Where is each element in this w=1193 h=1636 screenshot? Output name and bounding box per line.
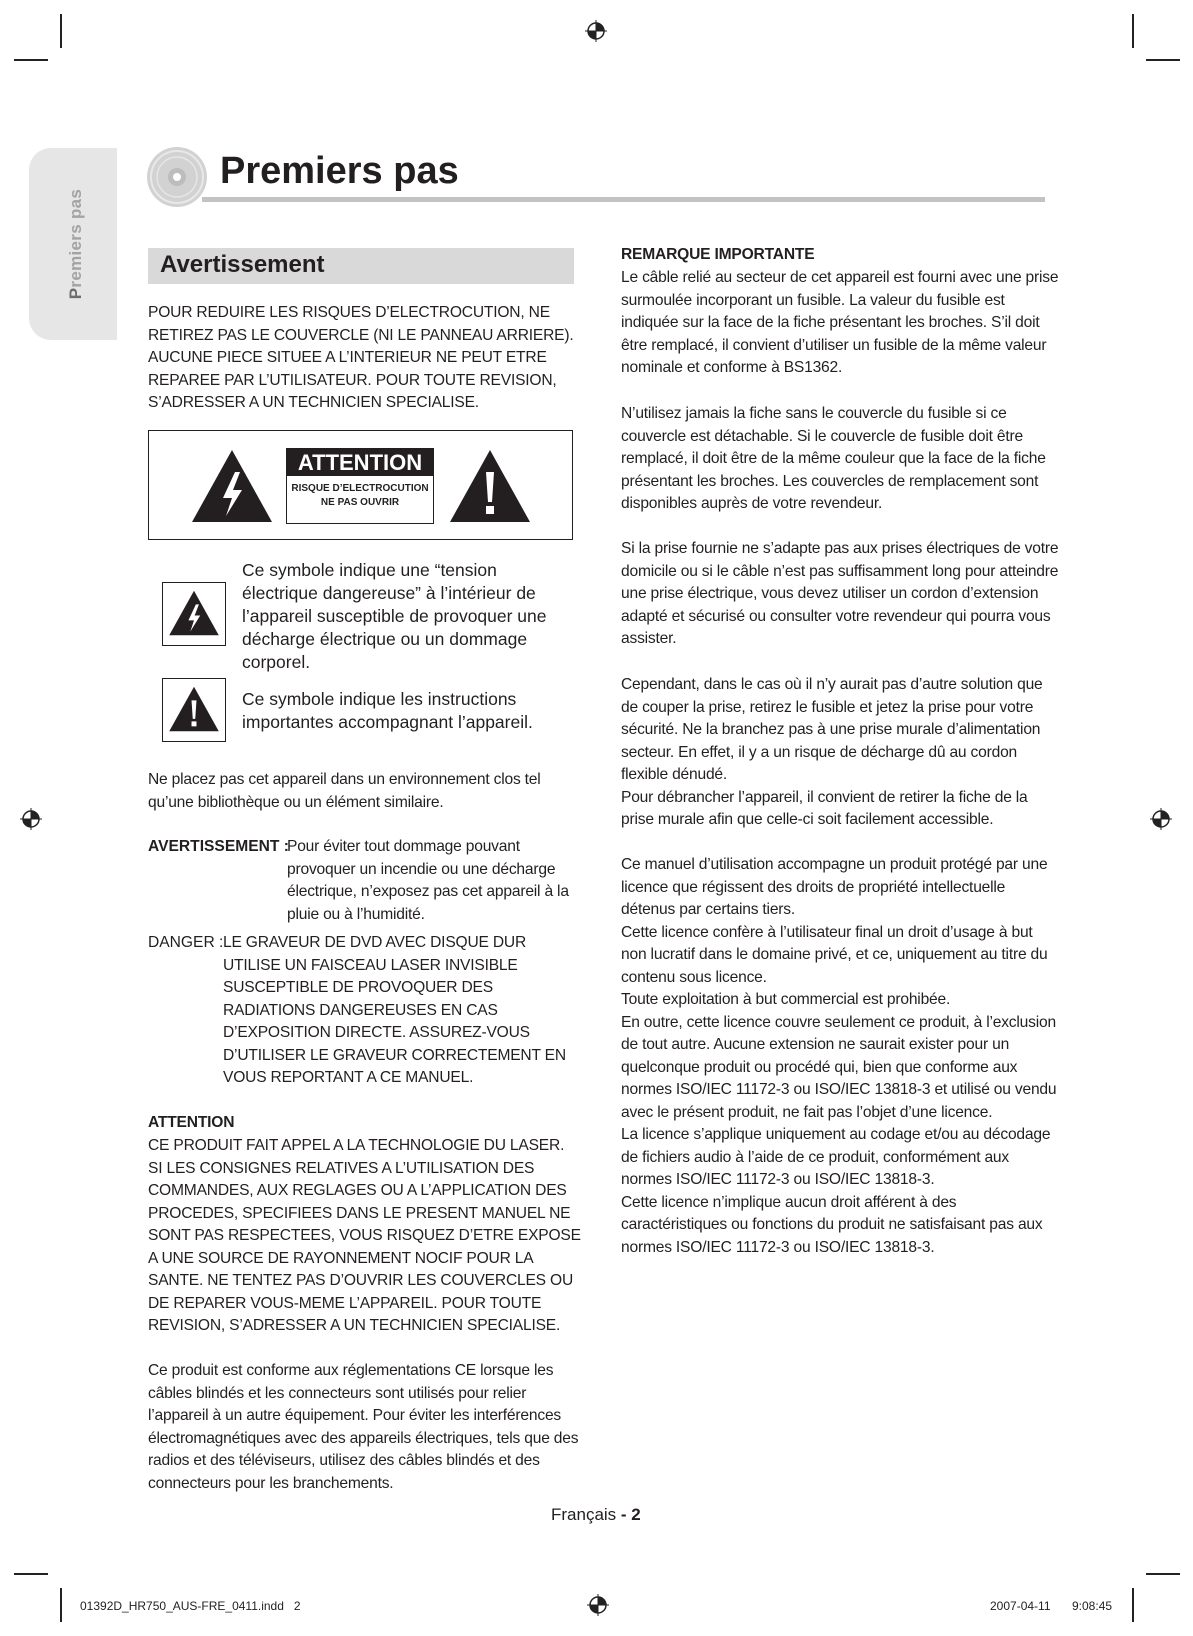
remarque-para3-text: Si la prise fournie ne s’adapte pas aux prises électriques de votre domicile ou si le câble n’est pas suffisamment long pour atteindre une prise électrique, vous devez utiliser un cordon d’extension adapté et sécurisé ou consulter votre revendeur qui pourra vous assister.	[621, 540, 1059, 647]
remarque-heading: REMARQUE IMPORTANTE	[621, 246, 815, 263]
page-number-value: 2	[631, 1505, 641, 1524]
attention-label: ATTENTION	[287, 449, 433, 476]
attention-sublabel: RISQUE D’ELECTROCUTION NE PAS OUVRIR	[291, 483, 429, 508]
crop-mark	[1146, 59, 1180, 61]
remarque-para4-text: Cependant, dans le cas où il n’y aurait pas d’autre solution que de couper la prise, retirez le fusible et jetez la prise pour votre sécurité. Ne la branchez pas à une prise murale d’alimentation secteur. En effet, il y a un risque de décharge dû au cordon flexible dénudé. Pour débrancher l’appareil, il convient de retirer la fiche de la prise murale afin que celle-ci soit facilement accessible.	[621, 676, 1043, 828]
symbol1-description: Ce symbole indique une “tension électrique dangereuse” à l’intérieur de l’appareil susceptible de provoquer une décharge électrique ou un dommage corporel.	[242, 560, 547, 672]
remarque-para2	[621, 403, 1061, 516]
attention-heading: ATTENTION	[148, 1114, 235, 1131]
license-notice-text: Ce manuel d’utilisation accompagne un produit protégé par une licence que régissent des droits de propriété intellectuelle détenus par certains tiers. Cette licence confère à l’utilisateur final un droit d’usage à but non lucratif dans le domaine privé, et ce, uniquement au titre du contenu sous licence. Toute exploitation à but commercial est prohibée. En outre, cette licence couvre seulement ce produit, à l’exclusion de tout autre. Aucune extension ne saurait exister pour un quelconque produit ou procédé qui, bien que conforme aux normes ISO/IEC 11172-3 ou ISO/IEC 13818-3 et utilisé ou vendu avec le présent produit, ne fait pas l’objet d’une licence. La licence s’applique uniquement au codage et/ou au décodage de fichiers audio à l’aide de ce produit, conformément aux normes ISO/IEC 11172-3 ou ISO/IEC 13818-3. Cette licence n’implique aucun droit afférent à des caractéristiques ou fonctions du produit ne satisfaisant pas aux normes ISO/IEC 11172-3 ou ISO/IEC 13818-3.	[621, 856, 1057, 1256]
attention-label-box	[286, 448, 434, 524]
placement-note	[148, 769, 578, 814]
exclamation-triangle-icon	[168, 685, 220, 733]
attention-text: CE PRODUIT FAIT APPEL A LA TECHNOLOGIE DU LASER. SI LES CONSIGNES RELATIVES A L’UTILISATION DES COMMANDES, AUX REGLAGES OU A L’APPLICATION DES PROCEDES, SPECIFIEES DANS LE PRESENT MANUEL NE SONT PAS RESPECTEES, VOUS RISQUEZ D’ETRE EXPOSE A UNE SOURCE DE RAYONNEMENT NOCIF POUR LA SANTE. NE TENTEZ PAS D’OUVRIR LES COUVERCLES OU DE REPARER VOUS-MEME L’APPAREIL. POUR TOUTE REVISION, S’ADRESSER A UN TECHNICIEN SPECIALISE.	[148, 1137, 581, 1334]
license-notice	[621, 854, 1061, 1259]
crop-mark	[1132, 1588, 1134, 1622]
attention-text-block	[148, 1135, 588, 1338]
section-heading: Avertissement	[160, 251, 325, 278]
page-separator: -	[616, 1505, 632, 1524]
page-title: Premiers pas	[220, 150, 459, 192]
remarque-para4	[621, 674, 1061, 832]
remarque-para1	[621, 267, 1061, 380]
lightning-triangle-icon	[190, 448, 274, 524]
remarque-para2-text: N’utilisez jamais la fiche sans le couvercle du fusible si ce couvercle est détachable. Si le couvercle de fusible doit être remplacé, il doit être de la même couleur que la face de la fiche présentant les broches. Les couvercles de remplacement sont disponibles auprès de votre revendeur.	[621, 405, 1046, 512]
disc-icon	[146, 146, 208, 208]
danger-text: LE GRAVEUR DE DVD AVEC DISQUE DUR UTILISE UN FAISCEAU LASER INVISIBLE SUSCEPTIBLE DE PROVOQUER DES RADIATIONS DANGEREUSES EN CAS D’EXPOSITION DIRECTE. ASSUREZ-VOUS D’UTILISER LE GRAVEUR CORRECTEMENT EN VOUS REPORTANT A CE MANUEL.	[223, 934, 566, 1086]
title-underline	[202, 197, 1045, 202]
ce-compliance-text: Ce produit est conforme aux réglementations CE lorsque les câbles blindés et les connecteurs sont utilisés pour relier l’appareil à un autre équipement. Pour éviter les interférences électromagnétiques avec des appareils électriques, tels que des radios et des téléviseurs, utilisez des câbles blindés et des connecteurs pour les branchements.	[148, 1362, 579, 1492]
section-heading-bar	[148, 248, 574, 284]
avertissement-text-block	[287, 836, 577, 926]
registration-mark-icon	[587, 1594, 609, 1616]
registration-mark-icon	[585, 20, 607, 42]
remarque-para3	[621, 538, 1061, 651]
warning-intro-text: POUR REDUIRE LES RISQUES D’ELECTROCUTION, NE RETIREZ PAS LE COUVERCLE (NI LE PANNEAU ARRIERE). AUCUNE PIECE SITUEE A L’INTERIEUR NE PEUT ETRE REPAREE PAR L’UTILISATEUR. POUR TOUTE REVISION, S’ADRESSER A UN TECHNICIEN SPECIALISE.	[148, 304, 574, 411]
slug-filename: 01392D_HR750_AUS-FRE_0411.indd 2	[80, 1599, 301, 1613]
page-number	[551, 1505, 641, 1525]
lightning-triangle-icon	[168, 589, 220, 637]
crop-mark	[1146, 1573, 1180, 1575]
crop-mark	[60, 1588, 62, 1622]
remarque-para1-text: Le câble relié au secteur de cet appareil est fourni avec une prise surmoulée incorporant un fusible. La valeur du fusible est indiquée sur la face de la fiche présentant les broches. S’il doit être remplacé, il convient d’utiliser un fusible de la même valeur nominale et conforme à BS1362.	[621, 269, 1059, 376]
avertissement-label: AVERTISSEMENT :	[148, 838, 289, 855]
symbol2-description: Ce symbole indique les instructions importantes accompagnant l’appareil.	[242, 689, 533, 732]
crop-mark	[60, 14, 62, 48]
crop-mark	[14, 1573, 48, 1575]
slug-time: 9:08:45	[1072, 1599, 1113, 1613]
symbol-box-exclamation	[162, 678, 226, 742]
placement-note-text: Ne placez pas cet appareil dans un environnement clos tel qu’une bibliothèque ou un élément similaire.	[148, 771, 541, 811]
avertissement-text: Pour éviter tout dommage pouvant provoquer un incendie ou une décharge électrique, n’exposez pas cet appareil à la pluie ou à l’humidité.	[287, 838, 569, 923]
slug-date: 2007-04-11	[990, 1599, 1051, 1613]
crop-mark	[14, 59, 48, 61]
registration-mark-icon	[1150, 808, 1172, 830]
danger-text-block	[223, 932, 583, 1090]
warning-intro	[148, 302, 578, 415]
crop-mark	[1132, 14, 1134, 48]
exclamation-triangle-icon	[448, 448, 532, 524]
page-language: Français	[551, 1505, 617, 1524]
ce-compliance	[148, 1360, 588, 1495]
symbol-box-lightning	[162, 582, 226, 646]
side-tab-label: Premiers pas	[66, 188, 85, 300]
registration-mark-icon	[20, 808, 42, 830]
danger-label: DANGER :	[148, 934, 224, 951]
